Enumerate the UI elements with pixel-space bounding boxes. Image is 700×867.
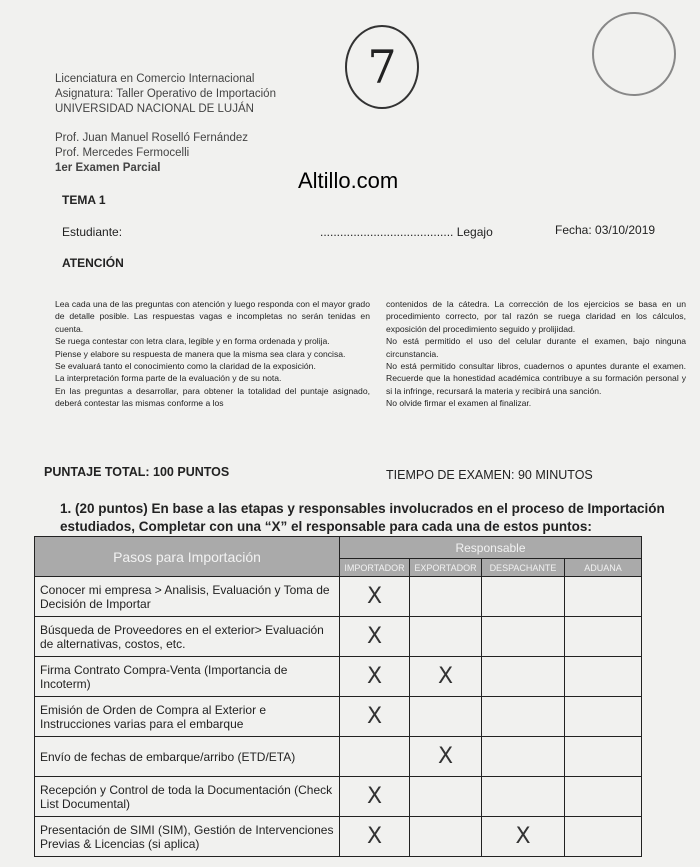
- header-block: [55, 72, 276, 176]
- step-cell: Envío de fechas de embarque/arribo (ETD/ETA): [35, 737, 340, 777]
- mark-cell[interactable]: X: [410, 737, 482, 777]
- col-exportador: EXPORTADOR: [410, 559, 482, 577]
- mark-cell[interactable]: [565, 777, 642, 817]
- exam-time: TIEMPO DE EXAMEN: 90 MINUTOS: [386, 468, 593, 482]
- mark-cell[interactable]: [482, 657, 565, 697]
- mark-cell[interactable]: [410, 697, 482, 737]
- step-cell: Conocer mi empresa > Analisis, Evaluación y Toma de Decisión de Importar: [35, 577, 340, 617]
- table-row: [35, 577, 642, 617]
- question-number: 1.: [60, 501, 72, 516]
- mark-cell[interactable]: [565, 577, 642, 617]
- student-blank: ........................................: [320, 225, 454, 239]
- table-row: [35, 737, 642, 777]
- col-importador: IMPORTADOR: [340, 559, 410, 577]
- table-row: [35, 617, 642, 657]
- mark-cell[interactable]: [565, 737, 642, 777]
- mark-cell[interactable]: [410, 777, 482, 817]
- mark-cell[interactable]: X: [340, 777, 410, 817]
- mark-cell[interactable]: [482, 777, 565, 817]
- instruction: La interpretación forma parte de la evaluación y de su nota.: [55, 373, 282, 384]
- steps-header: Pasos para Importación: [35, 537, 340, 577]
- col-despachante: DESPACHANTE: [482, 559, 565, 577]
- instruction: En las preguntas a desarrollar, para obtener la totalidad del puntaje asignado, deberá contestar las mismas conforme a los: [55, 385, 370, 409]
- step-cell: Firma Contrato Compra-Venta (Importancia de Incoterm): [35, 657, 340, 697]
- step-cell: Búsqueda de Proveedores en el exterior> Evaluación de alternativas, costos, etc.: [35, 617, 340, 657]
- mark-cell[interactable]: [565, 817, 642, 857]
- student-label: Estudiante:: [62, 225, 123, 239]
- header-line: Licenciatura en Comercio Internacional: [55, 73, 255, 85]
- mark-cell[interactable]: [410, 617, 482, 657]
- step-cell: Presentación de SIMI (SIM), Gestión de Intervenciones Previas & Licencias (si aplica): [35, 817, 340, 857]
- tema: TEMA 1: [62, 193, 106, 207]
- step-cell: Emisión de Orden de Compra al Exterior e Instrucciones varias para el embarque: [35, 697, 340, 737]
- watermark: Altillo.com: [298, 168, 399, 193]
- responsable-header: Responsable: [340, 537, 642, 559]
- mark-cell[interactable]: [482, 617, 565, 657]
- professor: Prof. Juan Manuel Roselló Fernández: [55, 132, 249, 144]
- mark-cell[interactable]: [565, 697, 642, 737]
- instruction: Se ruega contestar con letra clara, legible y en forma ordenada y prolija.: [55, 336, 330, 347]
- total-score: PUNTAJE TOTAL: 100 PUNTOS: [44, 465, 230, 479]
- mark-cell[interactable]: [482, 737, 565, 777]
- mark-cell[interactable]: [482, 577, 565, 617]
- instruction: Lea cada una de las preguntas con atención y luego responda con el mayor grado de detalle posible. Las respuestas vagas e incompletas no serán tenidas en cuenta.: [55, 299, 370, 334]
- instruction: Piense y elabore su respuesta de manera que la misma sea clara y concisa.: [55, 348, 346, 359]
- instruction: No olvide firmar el examen al finalizar.: [386, 398, 532, 409]
- mark-cell[interactable]: X: [340, 697, 410, 737]
- mark-cell[interactable]: [565, 617, 642, 657]
- mark-cell[interactable]: [340, 737, 410, 777]
- handwritten-grade: 7: [345, 25, 419, 109]
- atencion-heading: ATENCIÓN: [62, 256, 124, 270]
- mark-cell[interactable]: [410, 817, 482, 857]
- mark-cell[interactable]: [410, 577, 482, 617]
- mark-cell[interactable]: [565, 657, 642, 697]
- mark-cell[interactable]: X: [340, 577, 410, 617]
- header-line: UNIVERSIDAD NACIONAL DE LUJÁN: [55, 103, 254, 115]
- instructions-right: [386, 298, 686, 410]
- legajo-label: Legajo: [456, 225, 493, 239]
- mark-cell[interactable]: X: [340, 817, 410, 857]
- mark-cell[interactable]: X: [340, 657, 410, 697]
- table-row: [35, 657, 642, 697]
- col-aduana: ADUANA: [565, 559, 642, 577]
- instruction: No está permitido consultar libros, cuadernos o apuntes durante el examen. Recuerde que la honestidad académica contribuye a su formación personal y si la infringe, recursará la materia y recibirá una sanción.: [386, 361, 686, 396]
- question-1: [60, 500, 700, 536]
- instruction: Se evaluará tanto el conocimiento como la claridad de la exposición.: [55, 361, 316, 372]
- table-row: [35, 817, 642, 857]
- mark-cell[interactable]: X: [340, 617, 410, 657]
- exam-title: 1er Examen Parcial: [55, 162, 161, 174]
- step-cell: Recepción y Control de toda la Documentación (Check List Documental): [35, 777, 340, 817]
- instruction: contenidos de la cátedra. La corrección de los ejercicios se basa en un procedimiento correcto, por tal razón se ruega claridad en los cálculos, exposición del procedimiento seguido y prolijidad.: [386, 299, 686, 334]
- instructions-left: [55, 298, 370, 410]
- mark-cell[interactable]: X: [410, 657, 482, 697]
- university-seal: [592, 12, 676, 96]
- header-line: Asignatura: Taller Operativo de Importación: [55, 88, 276, 100]
- table-row: [35, 697, 642, 737]
- responsibility-table: [34, 536, 642, 857]
- student-field[interactable]: [320, 225, 493, 239]
- instruction: No está permitido el uso del celular durante el examen, bajo ninguna circunstancia.: [386, 336, 686, 359]
- date: Fecha: 03/10/2019: [555, 223, 656, 237]
- mark-cell[interactable]: [482, 697, 565, 737]
- table-row: [35, 777, 642, 817]
- question-text: (20 puntos) En base a las etapas y responsables involucrados en el proceso de Importación estudiados, Completar con una “X” el responsable para cada una de estos puntos:: [60, 501, 665, 534]
- mark-cell[interactable]: X: [482, 817, 565, 857]
- professor: Prof. Mercedes Fermocelli: [55, 147, 190, 159]
